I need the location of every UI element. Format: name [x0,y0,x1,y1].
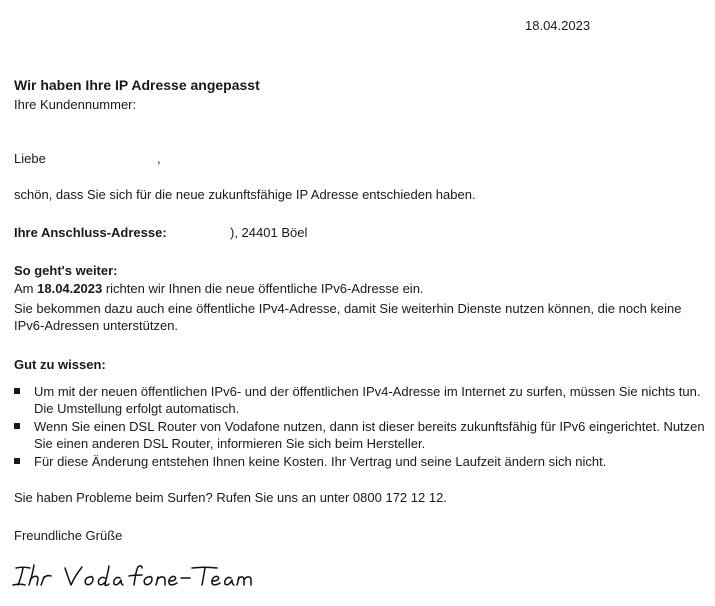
closing-text: Freundliche Grüße [14,528,123,543]
next-steps-heading: So geht's weiter: [14,263,118,278]
list-item-text: Für diese Änderung entstehen Ihnen keine Kosten. Ihr Vertrag und seine Laufzeit ändern sich nicht. [34,454,607,469]
good-to-know-heading: Gut zu wissen: [14,357,106,372]
list-item [14,383,709,417]
address-value: ), 24401 Böel [230,225,308,240]
greeting [14,150,161,167]
next-steps-line1-suffix: richten wir Ihnen die neue öffentliche IPv6-Adresse ein. [102,281,424,296]
handwritten-signature [10,560,260,598]
next-steps-line2: Sie bekommen dazu auch eine öffentliche IPv4-Adresse, damit Sie weiterhin Dienste nutzen können, die noch keine IPv6-Adressen unterstützen. [14,301,682,333]
support-hotline-text: Sie haben Probleme beim Surfen? Rufen Sie uns an unter 0800 172 12 12. [14,490,447,505]
letter-date: 18.04.2023 [525,18,591,33]
greeting-comma: , [157,151,161,166]
greeting-text: Liebe [14,151,46,166]
address-label: Ihre Anschluss-Adresse: [14,225,167,240]
bullet-icon [14,388,20,394]
list-item-text: Wenn Sie einen DSL Router von Vodafone nutzen, dann ist dieser bereits zukunftsfähig für IPv6 eingerichtet. Nutzen Sie einen anderen DSL Router, informieren Sie sich beim Hersteller. [34,419,705,451]
next-steps-line1-prefix: Am [14,281,38,296]
list-item [14,453,709,470]
customer-number-label: Ihre Kundennummer: [14,97,137,112]
list-item [14,418,709,452]
bullet-icon [14,458,20,464]
bullet-icon [14,423,20,429]
next-steps-date: 18.04.2023 [37,281,103,296]
letter-title: Wir haben Ihre IP Adresse angepasst [14,77,260,93]
good-to-know-list [14,383,709,471]
intro-text: schön, dass Sie sich für die neue zukunftsfähige IP Adresse entschieden haben. [14,187,476,202]
next-steps-line1 [14,280,424,297]
list-item-text: Um mit der neuen öffentlichen IPv6- und der öffentlichen IPv4-Adresse im Internet zu surfen, müssen Sie nichts tun. Die Umstellung erfolgt automatisch. [34,384,701,416]
signature-graphic [10,560,260,594]
connection-address [14,224,308,241]
